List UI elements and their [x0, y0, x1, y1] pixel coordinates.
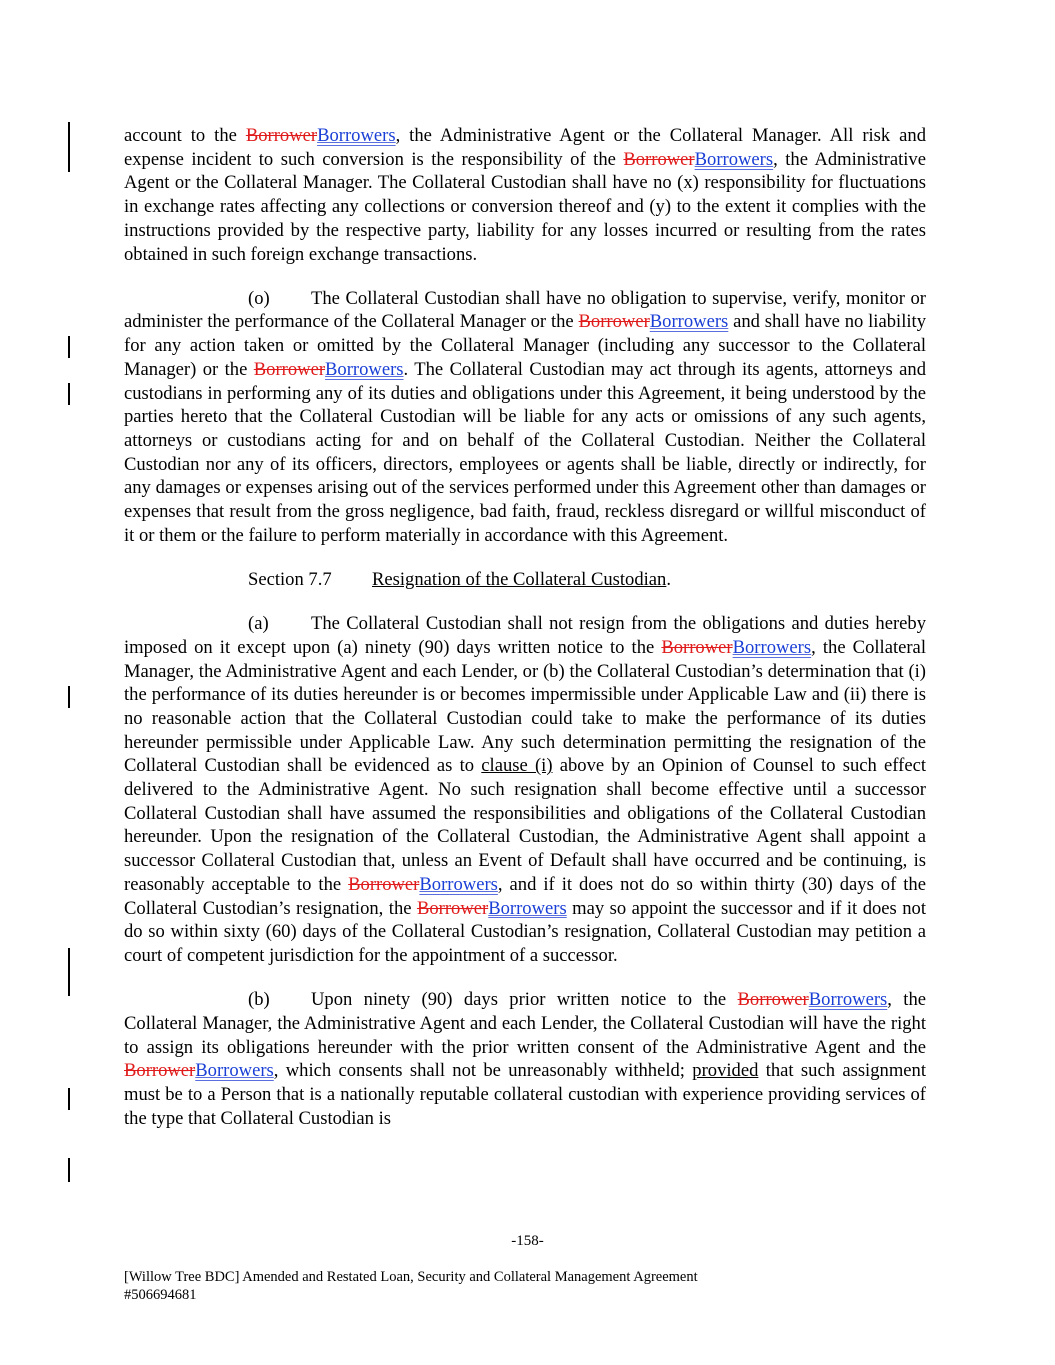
paragraph-label: (o) — [248, 287, 270, 309]
deleted-text: Borrower — [661, 636, 733, 658]
deleted-text: Borrower — [416, 897, 489, 919]
section-title: Resignation of the Collateral Custodian — [372, 568, 667, 590]
deleted-text: Borrower — [253, 358, 326, 380]
section-number: Section 7.7 — [248, 568, 332, 590]
document-body — [124, 124, 926, 1130]
footer — [124, 1268, 698, 1304]
change-bar — [68, 1158, 70, 1182]
deleted-text: Borrower — [124, 1060, 196, 1082]
change-bar — [68, 686, 70, 708]
change-bar — [68, 1088, 70, 1110]
inserted-text: Borrowers — [694, 148, 774, 170]
footer-title: [Willow Tree BDC] Amended and Restated Loan, Security and Collateral Management Agreement — [124, 1269, 698, 1285]
paragraph-continuation: account to the BorrowerBorrowers, the Administrative Agent or the Collateral Manager. All risk and expense incident to such conversion is the responsibility of the BorrowerBorrowers, the Administrative Agent or the Collateral Manager. The Collateral Custodian shall have no (x) responsibility for fluctuations in exchange rates affecting any collections or conversion thereof and (y) to the extent it complies with the instructions provided by the respective party, liability for any losses incurred or resulting from the rates obtained in such foreign exchange transactions. — [124, 125, 926, 265]
change-bar — [68, 336, 70, 358]
inserted-text: Borrowers — [488, 897, 567, 919]
deleted-text: Borrower — [245, 125, 318, 146]
paragraph-o: (o) The Collateral Custodian shall have no obligation to supervise, verify, monitor or administer the performance of the Collateral Manager or the BorrowerBorrowers and shall have no liability for any action taken or omitted by the Collateral Manager (including any successor to the Collateral Manager) or the BorrowerBorrowers. The Collateral Custodian may act through its agents, attorneys and custodians in performing any of its duties and obligations under this Agreement, it being understood by the parties hereto that the Collateral Custodian will be liable for any acts or omissions of any such agents, attorneys or custodians acting for and on behalf of the Collateral Custodian. Neither the Collateral Custodian nor any of its officers, directors, employees or agents shall be liable, directly or indirectly, for any damages or expenses arising out of the services performed under this Agreement other than damages or expenses that result from the gross negligence, bad faith, fraud, reckless disregard or willful misconduct of it or them or the failure to perform materially in accordance with this Agreement. — [124, 287, 926, 546]
inserted-text: Borrowers — [808, 989, 888, 1011]
inserted-text: Borrowers — [317, 125, 396, 146]
footer-doc-id: #506694681 — [124, 1287, 197, 1303]
page-number: -158- — [511, 1233, 544, 1249]
inserted-text: Borrowers — [419, 873, 498, 895]
change-bar — [68, 122, 70, 172]
clause-reference: clause (i) — [481, 755, 553, 777]
inserted-text: Borrowers — [195, 1060, 274, 1082]
deleted-text: Borrower — [737, 989, 809, 1011]
deleted-text: Borrower — [623, 148, 695, 170]
section-heading: Section 7.7 Resignation of the Collateral Custodian. — [248, 568, 672, 590]
paragraph-label: (b) — [248, 989, 270, 1011]
provided-term: provided — [692, 1060, 759, 1082]
inserted-text: Borrowers — [649, 311, 729, 333]
paragraph-label: (a) — [248, 613, 269, 635]
paragraph-b: (b) Upon ninety (90) days prior written notice to the BorrowerBorrowers, the Collateral Manager, the Administrative Agent and each Lender, the Collateral Custodian will have the right to assign its obligations hereunder with the prior written consent of the Administrative Agent and the BorrowerBorrowers, which consents shall not be unreasonably withheld; provided that such assignment must be to a Person that is a nationally reputable collateral custodian with experience providing services of the type that Collateral Custodian is — [124, 989, 926, 1129]
inserted-text: Borrowers — [732, 636, 812, 658]
inserted-text: Borrowers — [325, 358, 404, 380]
deleted-text: Borrower — [348, 873, 420, 895]
change-bar — [68, 948, 70, 996]
change-bar — [68, 383, 70, 405]
paragraph-a: (a) The Collateral Custodian shall not resign from the obligations and duties hereby imposed on it except upon (a) ninety (90) days written notice to the BorrowerBorrowers, the Collateral Manager, the Administrative Agent and each Lender, or (b) the Collateral Custodian’s determination that (i) the performance of its duties hereunder is or becomes impermissible under Applicable Law and (ii) there is no reasonable action that the Collateral Custodian could take to make the performance of its duties hereunder permissible under Applicable Law. Any such determination permitting the resignation of the Collateral Custodian shall be evidenced as to clause (i) above by an Opinion of Counsel to such effect delivered to the Administrative Agent. No such resignation shall become effective until a successor Collateral Custodian shall have assumed the responsibilities and obligations of the Collateral Custodian hereunder. Upon the resignation of the Collateral Custodian, the Administrative Agent shall appoint a successor Collateral Custodian that, unless an Event of Default shall have occurred and be continuing, is reasonably acceptable to the BorrowerBorrowers, and if it does not do so within thirty (30) days of the Collateral Custodian’s resignation, the BorrowerBorrowers may so appoint the successor and if it does not do so within sixty (60) days of the Collateral Custodian’s resignation, Collateral Custodian may petition a court of competent jurisdiction for the appointment of a successor. — [124, 613, 927, 966]
deleted-text: Borrower — [578, 311, 650, 333]
